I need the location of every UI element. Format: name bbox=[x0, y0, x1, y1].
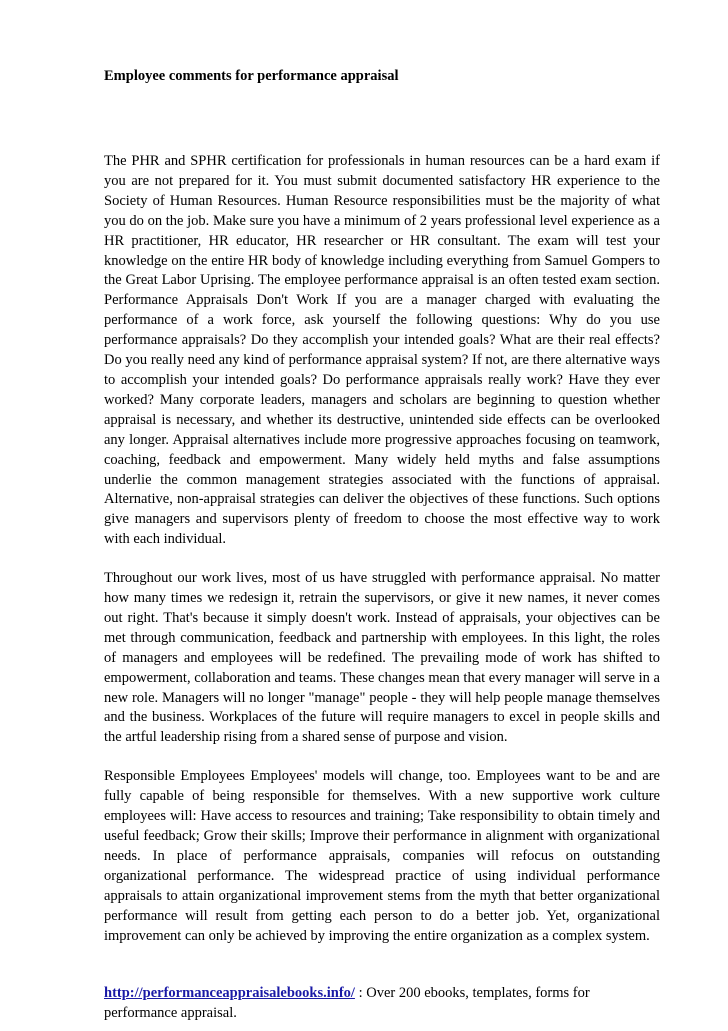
ebooks-link[interactable]: http://performanceappraisalebooks.info/ bbox=[104, 985, 355, 1002]
footer-description: : Over 200 ebooks, templates, forms for performance appraisal. bbox=[104, 985, 590, 1022]
body-paragraph-1: The PHR and SPHR certification for professionals in human resources can be a hard exam if you are not prepared for it. You must submit documented satisfactory HR experience to the Society of Human Resources. Human Resource responsibilities must be the majority of what you do on the job. Make sure you have a minimum of 2 years professional level experience as a HR practitioner, HR educator, HR researcher or HR consultant. The exam will test your knowledge on the entire HR body of knowledge including everything from Samuel Gompers to the Great Labor Uprising. The employee performance appraisal is an often tested exam section. Performance Appraisals Don't Work If you are a manager charged with evaluating the performance of a work force, ask yourself the following questions: Why do you use performance appraisals? Do they accomplish your intended goals? What are their real effects? Do you really need any kind of performance appraisal system? If not, are there alternative ways to accomplish your intended goals? Do performance appraisals really work? Have they ever worked? Many corporate leaders, managers and scholars are beginning to question whether appraisal is necessary, and whether its destructive, unintended side effects can be overlooked any longer. Appraisal alternatives include more progressive approaches focusing on teamwork, coaching, feedback and empowerment. Many widely held myths and false assumptions underlie the common management strategies associated with the functions of appraisal. Alternative, non-appraisal strategies can deliver the objectives of these functions. Such options give managers and supervisors plenty of freedom to choose the most effective way to work with each individual. bbox=[104, 153, 660, 548]
document-title: Employee comments for performance appraisal bbox=[104, 68, 399, 84]
document-body bbox=[104, 66, 660, 1024]
footer-resource-line bbox=[104, 984, 660, 1024]
body-paragraph-3: Responsible Employees Employees' models will change, too. Employees want to be and are fully capable of being responsible for themselves. With a new supportive work culture employees will: Have access to resources and training; Take responsibility to obtain timely and useful feedback; Grow their skills; Improve their performance in alignment with organizational needs. In place of performance appraisals, companies will refocus on outstanding organizational performance. The widespread practice of using individual performance appraisals to attain organizational improvement stems from the myth that better organizational performance will result from getting each person to do a better job. Yet, organizational improvement can only be achieved by improving the entire organization as a complex system. bbox=[104, 768, 660, 944]
body-paragraph-2: Throughout our work lives, most of us have struggled with performance appraisal. No matter how many times we redesign it, retrain the supervisors, or give it new names, it never comes out right. That's because it simply doesn't work. Instead of appraisals, your objectives can be met through communication, feedback and partnership with employees. In this light, the roles of managers and employees will be redefined. The prevailing mode of work has shifted to empowerment, collaboration and teams. These changes mean that every manager will serve in a new role. Managers will no longer "manage" people - they will help people manage themselves and the business. Workplaces of the future will require managers to excel in people skills and the artful leadership rising from a shared sense of purpose and vision. bbox=[104, 570, 660, 746]
